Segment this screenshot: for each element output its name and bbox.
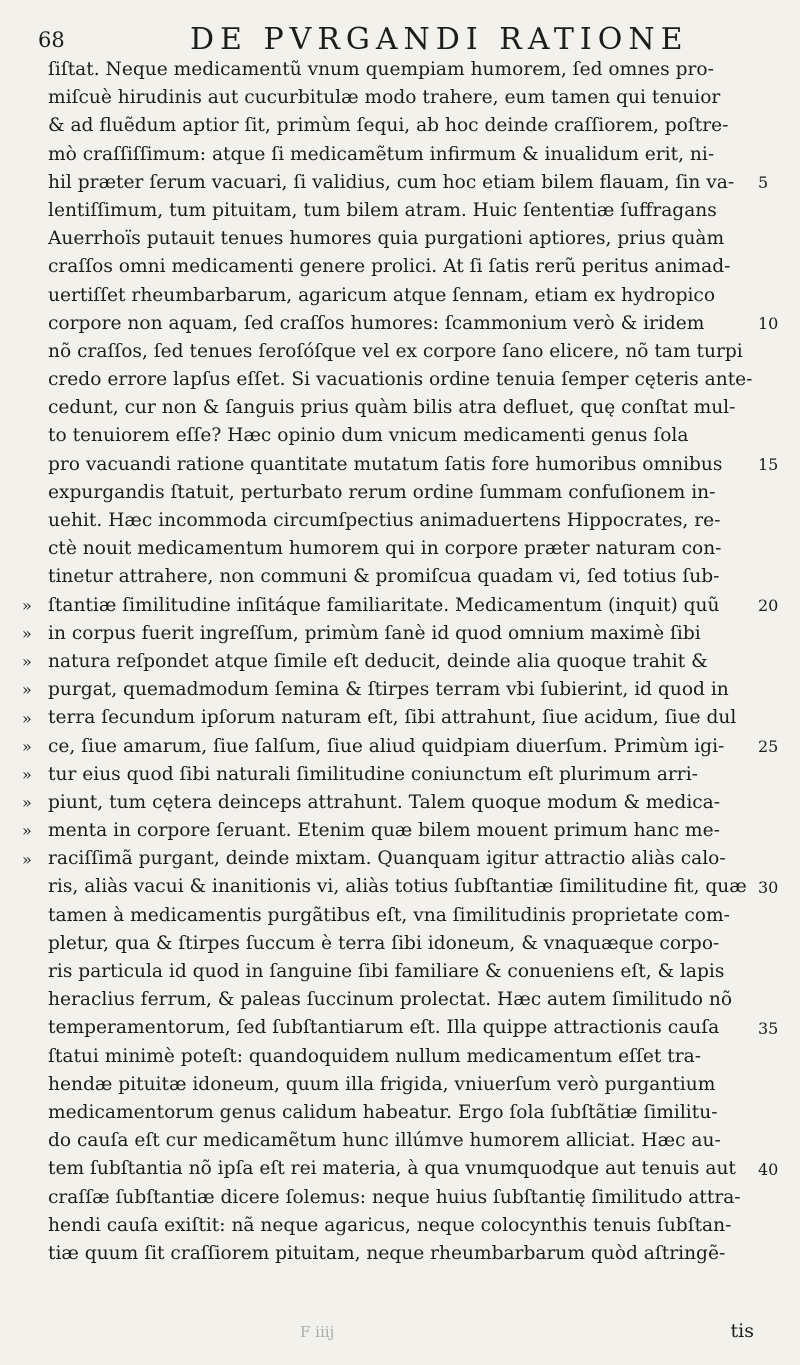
running-head: DE PVRGANDI RATIONE: [190, 22, 689, 57]
text-line: miſcuè hirudinis aut cucurbitulæ modo trahere, eum tamen qui tenuior: [48, 87, 721, 109]
text-line: craſſos omni medicamenti genere prolici. At ſi ſatis rerũ peritus animad-: [48, 256, 731, 278]
quote-marker: »: [22, 624, 32, 643]
signature-mark: F iiij: [300, 1323, 335, 1341]
quote-marker: »: [22, 595, 32, 615]
text-line: terra ſecundum ipſorum naturam eſt, ſibi attrahunt, ſiue acidum, ſiue dul: [48, 707, 737, 729]
catchword: tis: [730, 1320, 754, 1342]
text-line: tamen à medicamentis purgãtibus eſt, vna ſimilitudinis proprietate com-: [48, 904, 730, 926]
text-line: menta in corpore ſeruant. Etenim quæ bilem mouent primum hanc me-: [48, 820, 720, 842]
text-line: do cauſa eſt cur medicamẽtum hunc illúmve humorem alliciat. Hæc au-: [48, 1130, 721, 1152]
text-line: craſſæ ſubſtantiæ dicere ſolemus: neque huius ſubſtantię ſimilitudo attra-: [48, 1186, 741, 1208]
text-line: ctè nouit medicamentum humorem qui in corpore præter naturam con-: [48, 538, 722, 560]
line-number: 10: [758, 313, 779, 333]
quote-marker: »: [22, 821, 32, 841]
text-line: tinetur attrahere, non communi & promiſcua quadam vi, ſed totius ſub-: [48, 566, 720, 588]
line-number: 15: [758, 454, 779, 474]
text-line: credo errore lapſus eſſet. Si vacuationis ordine tenuia ſemper cęteris ante-: [48, 369, 753, 391]
text-line: ce, ſiue amarum, ſiue ſalſum, ſiue aliud quidpiam diuerſum. Primùm igi-: [48, 735, 725, 757]
text-line: ris particula id quod in ſanguine ſibi familiare & conueniens eſt, & lapis: [48, 961, 725, 982]
line-number: 25: [758, 736, 779, 756]
text-line: tem ſubſtantia nõ ipſa eſt rei materia, à qua vnumquodque aut tenuis aut: [48, 1158, 736, 1180]
text-line: lentiſſimum, tum pituitam, tum bilem atram. Huic ſententiæ ſuffragans: [48, 199, 717, 221]
text-line: heraclius ferrum, & paleas ſuccinum prolectat. Hæc autem ſimilitudo nõ: [48, 989, 733, 1011]
quote-marker: »: [22, 849, 32, 869]
text-line: Auerrhoïs putauit tenues humores quia purgationi aptiores, prius quàm: [48, 228, 725, 250]
line-number: 35: [758, 1018, 779, 1038]
text-line: in corpus fuerit ingreſſum, primùm ſanè id quod omnium maximè ſibi: [48, 622, 701, 644]
text-line: cedunt, cur non & ſanguis prius quàm bilis atra defluet, quę conſtat mul-: [48, 397, 736, 419]
text-line: ſtantiæ ſimilitudine inſitáque familiaritate. Medicamentum (inquit) quũ: [48, 594, 720, 616]
text-line: medicamentorum genus calidum habeatur. Ergo ſola ſubſtãtiæ ſimilitu-: [48, 1101, 718, 1123]
text-line: temperamentorum, ſed ſubſtantiarum eſt. Illa quippe attractionis cauſa: [48, 1017, 720, 1039]
quote-marker: »: [22, 708, 32, 728]
text-line: tur eius quod ſibi naturali ſimilitudine coniunctum eſt plurimum arri-: [48, 763, 698, 785]
line-number: 30: [758, 877, 779, 897]
text-line: ris, aliàs vacui & inanitionis vi, aliàs totius ſubſtantiæ ſimilitudine fit, quæ: [48, 876, 747, 898]
text-line: piunt, tum cętera deinceps attrahunt. Talem quoque modum & medica-: [48, 791, 721, 813]
text-line: tiæ quum ſit craſſiorem pituitam, neque rheumbarbarum quòd aſtringẽ-: [48, 1242, 726, 1264]
text-line: mò craſſiſſimum: atque ſi medicamẽtum infirmum & inualidum erit, ni-: [48, 143, 715, 165]
page-number: 68: [38, 28, 65, 52]
text-line: to tenuiorem eſſe? Hæc opinio dum vnicum medicamenti genus ſola: [48, 425, 689, 447]
text-line: hendi cauſa exiſtit: nã neque agaricus, neque colocynthis tenuis ſubſtan-: [48, 1214, 732, 1236]
text-line: corpore non aquam, ſed craſſos humores: ſcammonium verò & iridem: [48, 312, 705, 334]
quote-marker: »: [22, 680, 32, 700]
text-line: ſtatui minimè poteſt: quandoquidem nullum medicamentum eſſet tra-: [48, 1045, 702, 1067]
text-line: pletur, qua & ſtirpes ſuccum è terra ſibi idoneum, & vnaquæque corpo-: [48, 932, 720, 954]
text-line: uehit. Hæc incommoda circumſpectius animaduertens Hippocrates, re-: [48, 510, 721, 531]
page-header: [30, 18, 770, 58]
text-line: & ad fluẽdum aptior ſit, primùm ſequi, ab hoc deinde craſſiorem, poſtre-: [48, 115, 729, 137]
quote-marker: »: [22, 793, 32, 813]
quote-marker: »: [22, 652, 32, 672]
text-line: pro vacuandi ratione quantitate mutatum ſatis fore humoribus omnibus: [48, 453, 723, 475]
text-line: hendæ pituitæ idoneum, quum illa frigida, vniuerſum verò purgantium: [48, 1073, 716, 1095]
body-text: [48, 56, 768, 1268]
line-number: 20: [758, 595, 779, 615]
text-line: nõ craſſos, ſed tenues ſeroſóſque vel ex corpore ſano elicere, nõ tam turpi: [48, 340, 743, 362]
line-number: 5: [758, 172, 769, 192]
quote-marker: »: [22, 736, 32, 756]
text-line: hil præter ſerum vacuari, ſi validius, cum hoc etiam bilem flauam, ſin va-: [48, 171, 735, 193]
text-line: purgat, quemadmodum ſemina & ſtirpes terram vbi ſubierint, id quod in: [48, 679, 729, 701]
line-number: 40: [758, 1159, 779, 1179]
quote-marker: »: [22, 765, 32, 784]
text-line: natura reſpondet atque ſimile eſt deducit, deinde alia quoque trahit &: [48, 650, 708, 672]
text-line: uertiſſet rheumbarbarum, agaricum atque ſennam, etiam ex hydropico: [48, 284, 716, 306]
text-line: ſiſtat. Neque medicamentũ vnum quempiam humorem, ſed omnes pro-: [48, 59, 714, 80]
text-line: raciſſimã purgant, deinde mixtam. Quanquam igitur attractio aliàs calo-: [48, 848, 726, 870]
text-line: expurgandis ſtatuit, perturbato rerum ordine ſummam confuſionem in-: [48, 481, 716, 503]
